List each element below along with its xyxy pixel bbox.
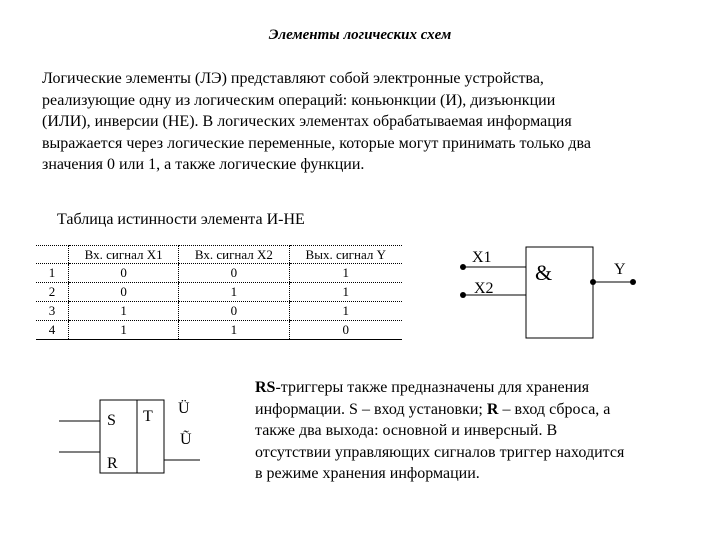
r-bold-term: R [486, 400, 499, 418]
table-cell: 1 [289, 283, 402, 302]
output-y-terminal [630, 279, 636, 285]
table-cell: 0 [179, 302, 289, 321]
header-cell-y: Вых. сигнал Y [289, 246, 402, 264]
output-inversion-dot [590, 279, 596, 285]
table-cell: 0 [289, 321, 402, 340]
header-cell-x1: Вх. сигнал X1 [69, 246, 179, 264]
table-cell: 0 [69, 264, 179, 283]
input-x1-terminal [460, 264, 466, 270]
rs-line: отсутствии управляющих сигналов триггер находится [255, 443, 625, 461]
table-cell: 0 [69, 283, 179, 302]
table-cell: 1 [36, 264, 69, 283]
rs-description [255, 377, 675, 485]
rs-line-text: информации. S – вход установки; [255, 400, 487, 418]
intro-line: реализующие одну из логическим операций: коньюнкции (И), дизъюнкции [42, 91, 556, 109]
rs-line [255, 399, 675, 421]
table-cell: 1 [69, 321, 179, 340]
intro-line: значения 0 или 1, а также логические функции. [42, 156, 365, 173]
reset-label: R [107, 455, 118, 472]
table-cell: 1 [179, 321, 289, 340]
table-cell: 1 [289, 264, 402, 283]
inverse-output-label: Ũ [180, 431, 192, 448]
table-cell: 3 [36, 302, 69, 321]
page-title: Элементы логических схем [268, 27, 452, 43]
table-cell: 1 [179, 283, 289, 302]
rs-line: в режиме хранения информации. [255, 465, 480, 482]
rs-line [255, 377, 675, 399]
intro-line: Логические элементы (ЛЭ) представляют собой электронные устройства, [42, 70, 544, 87]
table-cell: 0 [179, 264, 289, 283]
type-label: T [143, 408, 153, 425]
intro-line: выражается через логические переменные, которые могут принимать только два [42, 134, 591, 152]
rs-line-text: -триггеры также предназначены для хранения [275, 379, 590, 396]
header-cell-x2: Вх. сигнал X2 [179, 246, 289, 264]
input-x2-label: X2 [474, 280, 494, 297]
table-caption: Таблица истинности элемента И-НЕ [57, 211, 305, 228]
output-y-label: Y [614, 261, 626, 278]
set-label: S [107, 412, 116, 429]
rs-line-text: – вход сброса, а [498, 400, 611, 418]
table-cell: 1 [69, 302, 179, 321]
and-symbol: & [535, 260, 553, 285]
output-label: Ü [178, 400, 190, 417]
input-x1-label: X1 [472, 249, 492, 266]
table-cell: 1 [289, 302, 402, 321]
rs-line: также два выхода: основной и инверсный. В [255, 422, 558, 439]
rs-bold-term: RS [255, 379, 276, 396]
intro-line: (ИЛИ), инверсии (НЕ). В логических элементах обрабатываемая информация [42, 113, 572, 130]
input-x2-terminal [460, 292, 466, 298]
table-cell: 4 [36, 321, 69, 340]
table-cell: 2 [36, 283, 69, 302]
